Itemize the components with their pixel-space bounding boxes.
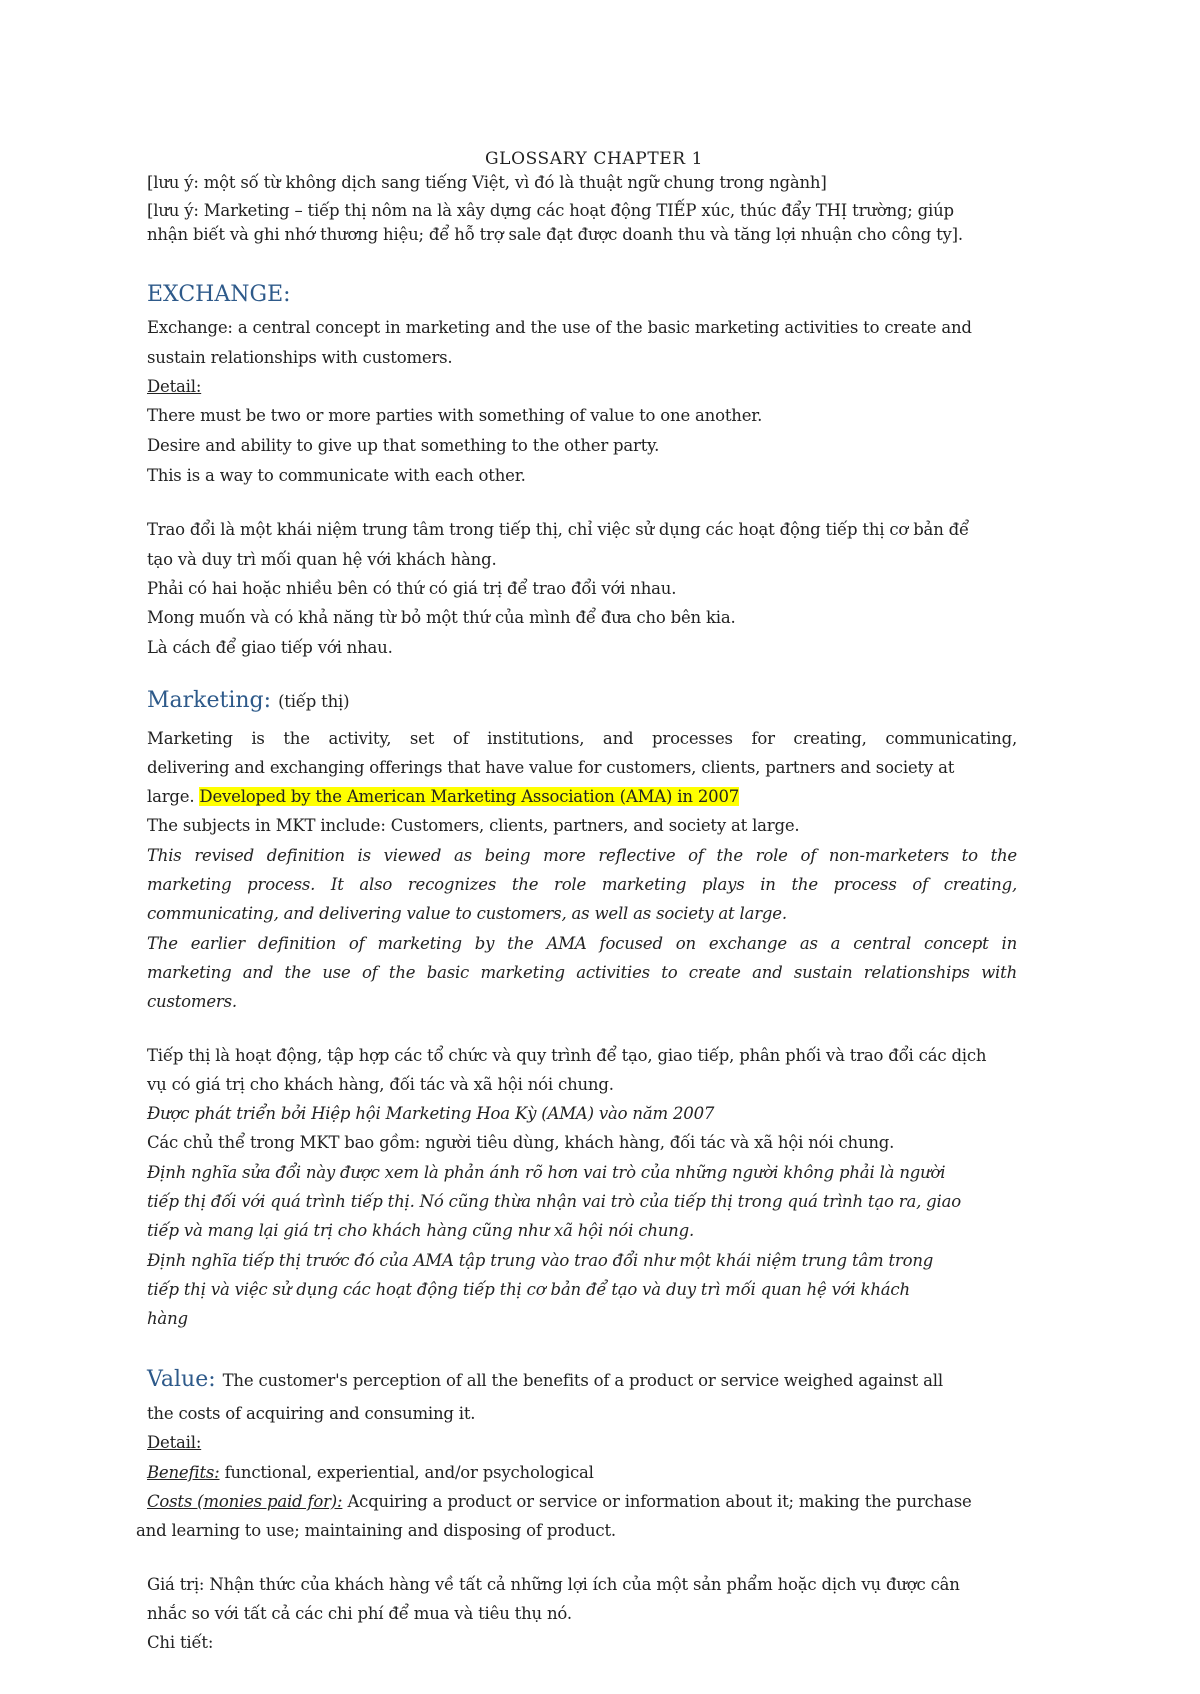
note-line: [lưu ý: một số từ không dịch sang tiếng Việt, vì đó là thuật ngữ chung trong ngành] (147, 173, 827, 192)
exchange-vi-line: Phải có hai hoặc nhiều bên có thứ có giá trị để trao đổi với nhau. (147, 579, 677, 598)
marketing-italic-line: customers. (147, 992, 237, 1011)
value-benefits (147, 1462, 594, 1484)
exchange-vi-line: Trao đổi là một khái niệm trung tâm trong tiếp thị, chỉ việc sử dụng các hoạt động tiếp thị cơ bản để (147, 520, 969, 539)
note-line: nhận biết và ghi nhớ thương hiệu; để hỗ trợ sale đạt được doanh thu và tăng lợi nhuận cho công ty]. (147, 225, 963, 244)
benefits-text: functional, experiential, and/or psychological (224, 1463, 594, 1482)
page-title: GLOSSARY CHAPTER 1 (485, 149, 704, 169)
marketing-def-end-text: large. (147, 787, 195, 806)
exchange-definition-line: Exchange: a central concept in marketing and the use of the basic marketing activities to create and (147, 318, 972, 337)
marketing-vi-italic-line: hàng (147, 1309, 188, 1328)
marketing-definition-line: Marketing is the activity, set of institutions, and processes for creating, communicating, (147, 729, 1017, 748)
exchange-heading (147, 281, 291, 309)
ama-highlight: Developed by the American Marketing Association (AMA) in 2007 (199, 787, 740, 806)
marketing-heading-text: Marketing: (147, 688, 272, 713)
value-vi-line: nhắc so với tất cả các chi phí để mua và tiêu thụ nó. (147, 1604, 572, 1623)
benefits-label: Benefits: (147, 1463, 220, 1482)
marketing-subjects: The subjects in MKT include: Customers, clients, partners, and society at large. (147, 816, 800, 835)
costs-text: Acquiring a product or service or information about it; making the purchase (347, 1492, 972, 1511)
marketing-italic-line: marketing process. It also recognizes the role marketing plays in the process of creating, (147, 875, 1017, 894)
exchange-detail-line: Desire and ability to give up that something to the other party. (147, 436, 660, 455)
exchange-detail-line: This is a way to communicate with each other. (147, 466, 526, 485)
value-vi-line: Giá trị: Nhận thức của khách hàng về tất cả những lợi ích của một sản phẩm hoặc dịch vụ được cân (147, 1575, 960, 1594)
marketing-vi-subjects: Các chủ thể trong MKT bao gồm: người tiêu dùng, khách hàng, đối tác và xã hội nói chung. (147, 1133, 895, 1152)
marketing-vi-italic-line: Định nghĩa sửa đổi này được xem là phản ánh rõ hơn vai trò của những người không phải là người (147, 1163, 946, 1182)
marketing-subtitle: (tiếp thị) (278, 692, 350, 711)
exchange-heading-text: EXCHANGE (147, 282, 284, 307)
exchange-definition-line: sustain relationships with customers. (147, 348, 453, 367)
value-detail-label: Detail: (147, 1433, 202, 1452)
marketing-vi-line: Tiếp thị là hoạt động, tập hợp các tổ chức và quy trình để tạo, giao tiếp, phân phối và trao đổi các dịch (147, 1046, 987, 1065)
marketing-heading (147, 687, 349, 716)
exchange-detail-label: Detail: (147, 377, 202, 396)
marketing-vi-italic-line: tiếp và mang lại giá trị cho khách hàng cũng như xã hội nói chung. (147, 1221, 695, 1240)
exchange-vi-line: Mong muốn và có khả năng từ bỏ một thứ của mình để đưa cho bên kia. (147, 608, 736, 627)
value-heading-text: Value: (147, 1367, 216, 1392)
value-costs-line: and learning to use; maintaining and disposing of product. (136, 1521, 616, 1540)
value-definition-line: the costs of acquiring and consuming it. (147, 1404, 476, 1423)
marketing-italic-line: The earlier definition of marketing by the AMA focused on exchange as a central concept in (147, 934, 1017, 953)
note-line: [lưu ý: Marketing – tiếp thị nôm na là xây dựng các hoạt động TIẾP xúc, thúc đẩy THỊ trường; giúp (147, 201, 954, 220)
value-heading (147, 1366, 943, 1395)
marketing-vi-line: vụ có giá trị cho khách hàng, đối tác và xã hội nói chung. (147, 1075, 614, 1094)
marketing-vi-italic-line: Định nghĩa tiếp thị trước đó của AMA tập trung vào trao đổi như một khái niệm trung tâm trong (147, 1251, 934, 1270)
marketing-definition-end (147, 786, 739, 808)
marketing-definition-line: delivering and exchanging offerings that have value for customers, clients, partners and society at (147, 758, 955, 777)
exchange-vi-line: tạo và duy trì mối quan hệ với khách hàng. (147, 550, 497, 569)
costs-label: Costs (monies paid for): (147, 1492, 343, 1511)
value-vi-line: Chi tiết: (147, 1633, 214, 1652)
marketing-vi-italic-line: tiếp thị và việc sử dụng các hoạt động tiếp thị cơ bản để tạo và duy trì mối quan hệ với khách (147, 1280, 910, 1299)
marketing-italic-line: This revised definition is viewed as being more reflective of the role of non-marketers to the (147, 846, 1017, 865)
marketing-italic-line: communicating, and delivering value to customers, as well as society at large. (147, 904, 787, 923)
marketing-vi-italic-line: tiếp thị đối với quá trình tiếp thị. Nó cũng thừa nhận vai trò của tiếp thị trong quá trình tạo ra, giao (147, 1192, 961, 1211)
value-definition-first: The customer's perception of all the benefits of a product or service weighed against all (222, 1371, 943, 1390)
marketing-vi-developed: Được phát triển bởi Hiệp hội Marketing Hoa Kỳ (AMA) vào năm 2007 (147, 1104, 715, 1123)
exchange-heading-colon: : (283, 282, 291, 307)
exchange-detail-line: There must be two or more parties with something of value to one another. (147, 406, 763, 425)
value-costs (147, 1491, 972, 1513)
exchange-vi-line: Là cách để giao tiếp với nhau. (147, 638, 393, 657)
marketing-italic-line: marketing and the use of the basic marketing activities to create and sustain relationships with (147, 963, 1017, 982)
